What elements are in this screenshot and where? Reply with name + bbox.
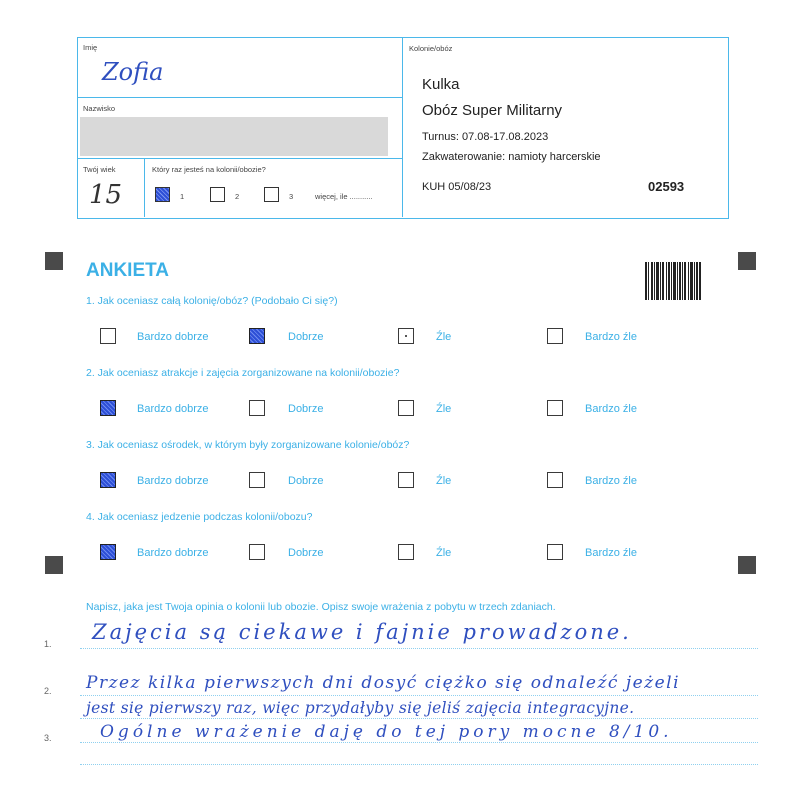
q4-checkbox-bardzo-dobrze[interactable] bbox=[100, 544, 116, 560]
q3-option-zle: Źle bbox=[436, 475, 452, 487]
camp-code: KUH 05/08/23 bbox=[422, 181, 492, 193]
q3-checkbox-dobrze[interactable] bbox=[249, 472, 265, 488]
opinion-prompt: Napisz, jaka jest Twoja opinia o kolonii lub obozie. Opisz swoje wrażenia z pobytu w trzech zdaniach. bbox=[86, 601, 556, 613]
turnus-value: 07.08-17.08.2023 bbox=[461, 131, 549, 143]
q2-checkbox-dobrze[interactable] bbox=[249, 400, 265, 416]
q1-option-bardzo-dobrze: Bardzo dobrze bbox=[137, 331, 209, 343]
q1-checkbox-bardzo-dobrze[interactable] bbox=[100, 328, 116, 344]
zakwaterowanie-row bbox=[422, 151, 601, 163]
kolonie-label: Kolonie/obóz bbox=[409, 44, 453, 53]
opinion-handwriting-2: Przez kilka pierwszych dni dosyć ciężko się odnaleźć jeżeli bbox=[86, 673, 681, 693]
opinion-handwriting-1: Zajęcia są ciekawe i fajnie prowadzone. bbox=[92, 620, 632, 644]
ktory-raz-option-2: 2 bbox=[235, 192, 240, 201]
q4-option-zle: Źle bbox=[436, 547, 452, 559]
q3-checkbox-bardzo-zle[interactable] bbox=[547, 472, 563, 488]
camp-name: Kulka bbox=[422, 76, 460, 93]
registration-marker-mid-left bbox=[45, 556, 63, 574]
nazwisko-redacted bbox=[80, 117, 388, 156]
opinion-line-2b[interactable] bbox=[80, 718, 758, 719]
ktory-raz-checkbox-1[interactable] bbox=[155, 187, 170, 202]
opinion-line-1[interactable] bbox=[80, 648, 758, 649]
barcode bbox=[645, 262, 701, 300]
q4-checkbox-zle[interactable] bbox=[398, 544, 414, 560]
opinion-handwriting-3: jest się pierwszy raz, więc przydałyby się jeliś zajęcia integracyjne. bbox=[86, 699, 635, 717]
q2-checkbox-zle[interactable] bbox=[398, 400, 414, 416]
opinion-handwriting-4: Ogólne wrażenie daję do tej pory mocne 8/10. bbox=[100, 722, 673, 742]
zakwaterowanie-value: namioty harcerskie bbox=[508, 151, 601, 163]
q4-checkbox-bardzo-zle[interactable] bbox=[547, 544, 563, 560]
header-divider bbox=[402, 37, 403, 217]
imie-value: Zofia bbox=[102, 58, 164, 86]
turnus-label: Turnus: bbox=[422, 131, 459, 143]
ktory-raz-option-1: 1 bbox=[180, 192, 185, 201]
q2-option-dobrze: Dobrze bbox=[288, 403, 324, 415]
ktory-raz-checkbox-2[interactable] bbox=[210, 187, 225, 202]
wiek-value: 15 bbox=[89, 180, 123, 210]
q3-option-dobrze: Dobrze bbox=[288, 475, 324, 487]
zakwaterowanie-label: Zakwaterowanie: bbox=[422, 151, 506, 163]
q3-option-bardzo-dobrze: Bardzo dobrze bbox=[137, 475, 209, 487]
q2-option-zle: Źle bbox=[436, 403, 452, 415]
q1-checkbox-zle[interactable] bbox=[398, 328, 414, 344]
q1-option-dobrze: Dobrze bbox=[288, 331, 324, 343]
wiecej-label: więcej, ile ........... bbox=[315, 192, 373, 201]
q3-checkbox-zle[interactable] bbox=[398, 472, 414, 488]
q1-option-zle: Źle bbox=[436, 331, 452, 343]
q1-option-bardzo-zle: Bardzo źle bbox=[585, 331, 637, 343]
nazwisko-label: Nazwisko bbox=[83, 104, 116, 113]
registration-marker-top-left bbox=[45, 252, 63, 270]
registration-marker-mid-right bbox=[738, 556, 756, 574]
question-2-text: 2. Jak oceniasz atrakcje i zajęcia zorganizowane na kolonii/obozie? bbox=[86, 367, 400, 379]
opinion-line-number-3: 3. bbox=[44, 733, 52, 743]
ktory-raz-label: Który raz jesteś na kolonii/obozie? bbox=[152, 165, 266, 174]
question-1-text: 1. Jak oceniasz całą kolonię/obóz? (Podobało Ci się?) bbox=[86, 295, 338, 307]
q1-checkbox-bardzo-zle[interactable] bbox=[547, 328, 563, 344]
q2-option-bardzo-dobrze: Bardzo dobrze bbox=[137, 403, 209, 415]
wiek-divider bbox=[144, 158, 145, 217]
q2-option-bardzo-zle: Bardzo źle bbox=[585, 403, 637, 415]
turnus-row bbox=[422, 131, 548, 143]
imie-label: Imię bbox=[83, 43, 98, 52]
ktory-raz-checkbox-3[interactable] bbox=[264, 187, 279, 202]
q3-checkbox-bardzo-dobrze[interactable] bbox=[100, 472, 116, 488]
registration-marker-top-right bbox=[738, 252, 756, 270]
q4-option-bardzo-dobrze: Bardzo dobrze bbox=[137, 547, 209, 559]
q1-checkbox-dobrze[interactable] bbox=[249, 328, 265, 344]
opinion-line-number-1: 1. bbox=[44, 639, 52, 649]
q3-option-bardzo-zle: Bardzo źle bbox=[585, 475, 637, 487]
q4-option-dobrze: Dobrze bbox=[288, 547, 324, 559]
imie-divider bbox=[77, 97, 402, 98]
opinion-line-3b[interactable] bbox=[80, 764, 758, 765]
camp-title: Obóz Super Militarny bbox=[422, 102, 563, 119]
nazwisko-divider bbox=[77, 158, 402, 159]
question-4-text: 4. Jak oceniasz jedzenie podczas kolonii/obozu? bbox=[86, 511, 313, 523]
q4-checkbox-dobrze[interactable] bbox=[249, 544, 265, 560]
form-number: 02593 bbox=[648, 179, 685, 194]
question-3-text: 3. Jak oceniasz ośrodek, w którym były zorganizowane kolonie/obóz? bbox=[86, 439, 410, 451]
q2-checkbox-bardzo-zle[interactable] bbox=[547, 400, 563, 416]
q4-option-bardzo-zle: Bardzo źle bbox=[585, 547, 637, 559]
opinion-line-3[interactable] bbox=[80, 742, 758, 743]
opinion-line-2[interactable] bbox=[80, 695, 758, 696]
wiek-label: Twój wiek bbox=[83, 165, 116, 174]
opinion-line-number-2: 2. bbox=[44, 686, 52, 696]
q2-checkbox-bardzo-dobrze[interactable] bbox=[100, 400, 116, 416]
survey-title: ANKIETA bbox=[86, 260, 170, 281]
ktory-raz-option-3: 3 bbox=[289, 192, 294, 201]
